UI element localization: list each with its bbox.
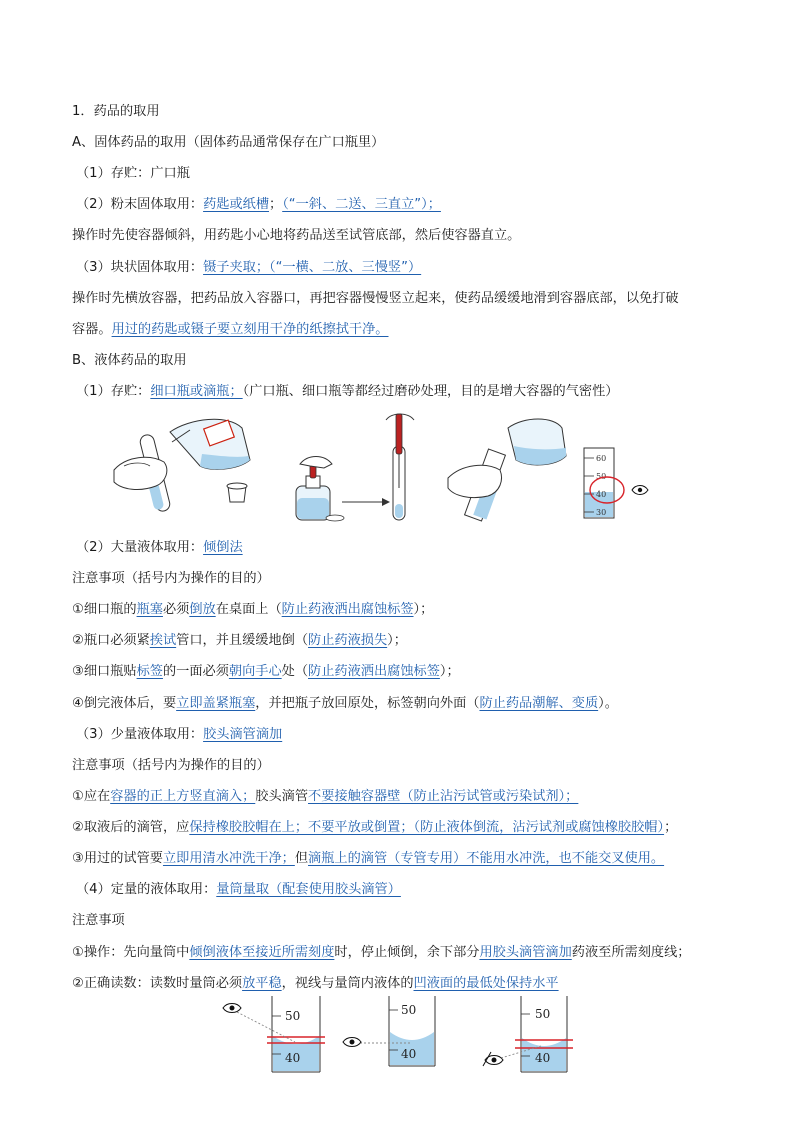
text-line-12 [72, 569, 764, 589]
body-text: 时，停止倾倒，余下部分 [334, 945, 480, 960]
answer-text: 标签 [136, 664, 163, 679]
body-text: 操作时先横放容器，把药品放入容器口，再把容器慢慢竖立起来，使药品缓缓地滑到容器底部，以免打破 [72, 291, 679, 306]
text-line-3 [76, 164, 764, 184]
body-text: 容器。 [72, 322, 112, 337]
answer-text: 防止药品潮解、变质 [479, 696, 599, 711]
body-text: ①应在 [72, 789, 111, 804]
body-text: ②取液后的滴管，应 [72, 820, 190, 835]
body-text: ②瓶口必须紧 [72, 633, 150, 648]
body-text: （1）存贮：广口瓶 [76, 166, 190, 181]
answer-text: 防止药液洒出腐蚀标签 [308, 664, 440, 679]
reading-at-level [343, 996, 435, 1066]
text-line-10 [76, 382, 764, 402]
answer-text: 立即用清水冲洗干净； [162, 851, 295, 866]
body-text: 处（ [281, 664, 309, 679]
meniscus-reading-figures [215, 996, 595, 1078]
eye-icon [632, 486, 648, 495]
body-text: （1）存贮： [76, 384, 151, 399]
body-text: A、固体药品的取用（固体药品通常保存在广口瓶里） [72, 135, 385, 150]
reading-from-above [223, 996, 325, 1072]
eye-icon [483, 1052, 503, 1066]
body-text: 药液至所需刻度线； [571, 945, 691, 960]
answer-text: 量筒量取（配套使用胶头滴管） [216, 882, 401, 897]
eye-icon [343, 1038, 361, 1047]
answer-text: 药匙或纸槽 [203, 197, 270, 212]
text-line-13 [72, 600, 764, 620]
text-line-23 [72, 911, 764, 931]
answer-text: 瓶塞 [136, 602, 163, 617]
body-text: B、液体药品的取用 [72, 353, 187, 368]
text-line-17 [76, 725, 764, 745]
answer-text: 防止药液损失 [308, 633, 388, 648]
eye-icon [223, 1004, 241, 1013]
body-text: （2）大量液体取用： [76, 540, 204, 555]
answer-text: 容器的正上方竖直滴入； [110, 789, 256, 804]
answer-text: 倾倒法 [203, 540, 243, 555]
text-line-6 [76, 258, 764, 278]
answer-text: 不要接触容器壁（防止沾污试管或污染试剂）； [308, 789, 579, 804]
text-line-7 [72, 289, 764, 309]
liquid-pouring-figures [110, 410, 670, 525]
cylinder-tick-50: 50 [596, 472, 607, 481]
body-text: ； [664, 820, 678, 835]
answer-text: 细口瓶或滴瓶； [150, 384, 243, 399]
answer-text: 凹液面的最低处保持水平 [413, 976, 559, 991]
answer-text: 保持橡胶胶帽在上；不要平放或倒置；（防止液体倒流，沾污试剂或腐蚀橡胶胶帽） [189, 820, 665, 835]
body-text: （4）定量的液体取用： [76, 882, 217, 897]
cylinder-3-label-50: 50 [535, 1007, 551, 1021]
text-line-4 [76, 195, 764, 215]
cylinder-1-label-40: 40 [285, 1051, 301, 1065]
text-line-15 [72, 662, 764, 682]
body-text: 胶头滴管 [255, 789, 309, 804]
body-text: 注意事项（括号内为操作的目的） [72, 758, 270, 773]
text-line-8 [72, 320, 764, 340]
answer-text: 胶头滴管滴加 [203, 727, 283, 742]
answer-text: 镊子夹取；（“一横、二放、三慢竖”） [203, 260, 422, 275]
answer-text: 用过的药匙或镊子要立刻用干净的纸擦拭干净。 [111, 322, 389, 337]
body-text: 1．药品的取用 [72, 104, 160, 119]
text-line-9 [72, 351, 764, 371]
body-text: （3）少量液体取用： [76, 727, 204, 742]
cylinder-2-label-50: 50 [401, 1003, 417, 1017]
body-text: 管口，并且缓缓地倒（ [176, 633, 309, 648]
answer-text: 滴瓶上的滴管（专管专用）不能用水冲洗，也不能交叉使用。 [308, 851, 665, 866]
text-line-16 [72, 694, 764, 714]
cylinder-1-label-50: 50 [285, 1009, 301, 1023]
text-line-20 [72, 818, 764, 838]
answer-text: 倒放 [189, 602, 216, 617]
body-text: ； [269, 197, 283, 212]
body-text: 在桌面上（ [215, 602, 282, 617]
body-text: ③用过的试管要 [72, 851, 163, 866]
cylinder-tick-60: 60 [596, 454, 607, 463]
body-text: ）。 [598, 696, 618, 711]
text-line-21 [72, 849, 764, 869]
body-text: 注意事项 [72, 913, 125, 928]
dropper-illustration [296, 414, 414, 521]
answer-text: 倾倒液体至接近所需刻度 [189, 945, 335, 960]
body-text: ④倒完液体后，要 [72, 696, 177, 711]
body-text: （广口瓶、细口瓶等都经过磨砂处理，目的是增大容器的气密性） [242, 384, 619, 399]
body-text: 但 [294, 851, 309, 866]
cylinder-tick-40: 40 [596, 490, 607, 499]
text-line-24 [72, 943, 764, 963]
text-line-11 [76, 538, 764, 558]
body-text: 操作时先使容器倾斜，用药匙小心地将药品送至试管底部，然后使容器直立。 [72, 228, 521, 243]
text-line-14 [72, 631, 764, 651]
body-text: 注意事项（括号内为操作的目的） [72, 571, 270, 586]
answer-text: 防止药液洒出腐蚀标签 [281, 602, 414, 617]
text-line-5 [72, 226, 764, 246]
body-text: ）； [439, 664, 460, 679]
body-text: ，视线与量筒内液体的 [281, 976, 414, 991]
body-text: ）； [413, 602, 434, 617]
text-line-18 [72, 756, 764, 776]
answer-text: 放平稳 [242, 976, 282, 991]
body-text: ①操作：先向量筒中 [72, 945, 190, 960]
body-text: ）； [387, 633, 407, 648]
answer-text: 立即盖紧瓶塞 [176, 696, 256, 711]
cylinder-2-label-40: 40 [401, 1047, 417, 1061]
body-text: ①细口瓶的 [72, 602, 137, 617]
cylinder-tick-30: 30 [596, 508, 607, 517]
body-text: （2）粉末固体取用： [76, 197, 204, 212]
body-text: ③细口瓶贴 [72, 664, 137, 679]
text-line-22 [76, 880, 764, 900]
body-text: （3）块状固体取用： [76, 260, 204, 275]
answer-text: 挨试 [149, 633, 177, 648]
body-text: 必须 [162, 602, 190, 617]
text-line-19 [72, 787, 764, 807]
reading-from-below [483, 996, 573, 1072]
body-text: ，并把瓶子放回原处，标签朝向外面（ [255, 696, 480, 711]
text-line-25 [72, 974, 764, 994]
answer-text: 朝向手心 [228, 664, 282, 679]
cylinder-3-label-40: 40 [535, 1051, 551, 1065]
body-text: ②正确读数：读数时量筒必须 [72, 976, 243, 991]
graduated-cylinder-pouring-illustration [448, 419, 648, 521]
body-text: 的一面必须 [162, 664, 229, 679]
answer-text: 用胶头滴管滴加 [479, 945, 572, 960]
pouring-into-test-tube-illustration [114, 419, 250, 512]
answer-text: （“一斜、二送、三直立”）； [282, 197, 441, 212]
text-line-2 [72, 133, 764, 153]
text-line-1 [72, 102, 764, 122]
